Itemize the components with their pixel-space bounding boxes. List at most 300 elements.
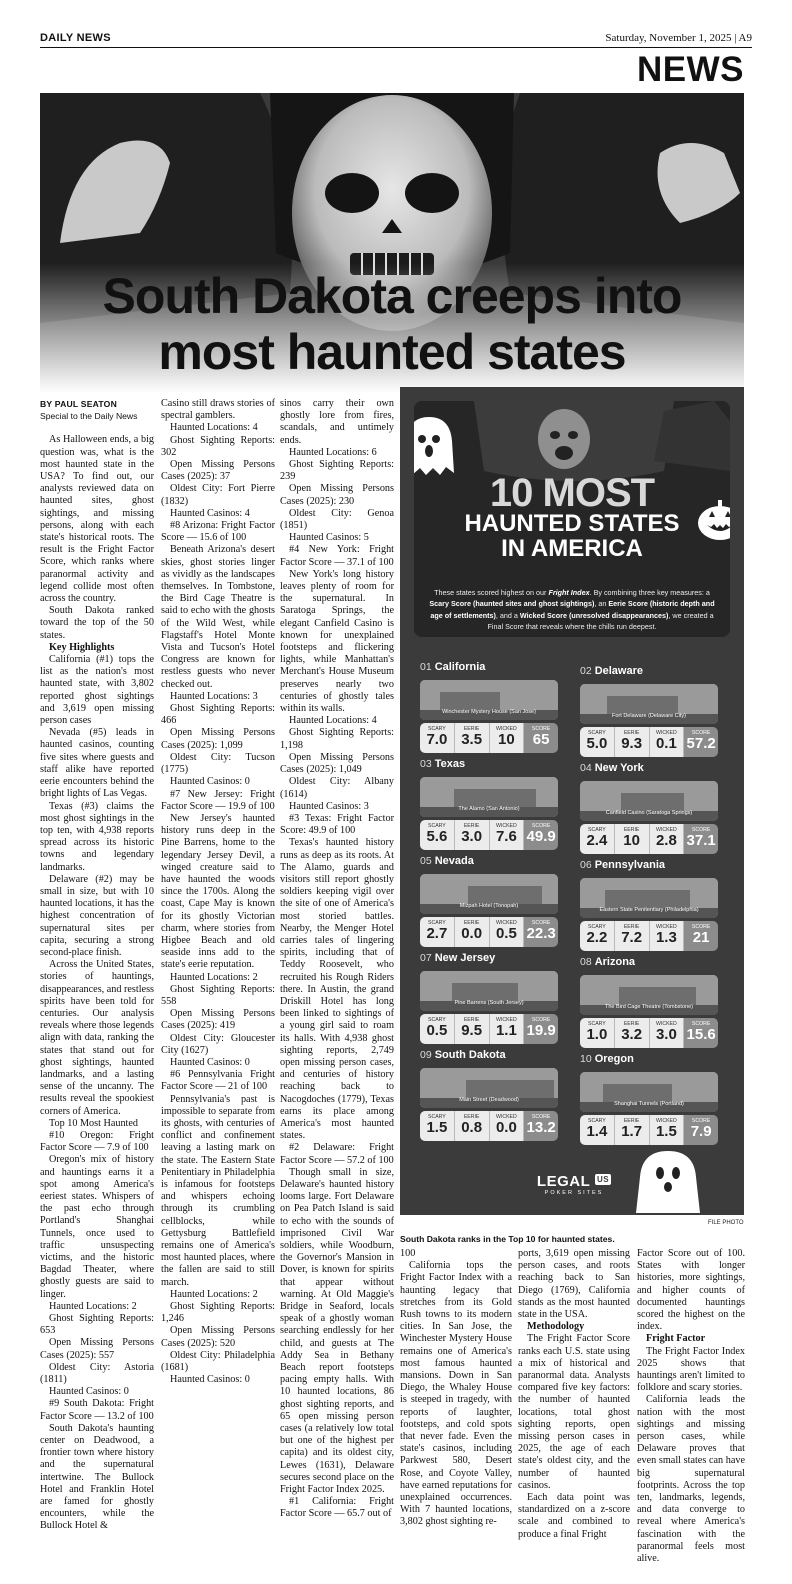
wicked-cell xyxy=(650,727,685,757)
landmark-photo xyxy=(420,874,558,914)
landmark-photo xyxy=(580,1072,718,1112)
eerie-value: 9.5 xyxy=(461,1022,483,1039)
score-value: 22.3 xyxy=(526,925,556,942)
score-value: 13.2 xyxy=(526,1119,556,1136)
desc-emphasis: Wicked Score (unresolved disappearances) xyxy=(519,610,669,620)
paragraph: New York's long history leaves plenty of room for the supernatural. In Saratoga Springs, the elegant Canfield Casino is known for unexplained footsteps and flickering lights, while Manhattan's Merchant's House Museum preserves nearly two centuries of ghostly tales within its walls. xyxy=(280,568,394,715)
score-value: 65 xyxy=(532,731,550,748)
score-label: SCORE xyxy=(531,1017,551,1023)
desc-emphasis: Eerie Score (historic depth and age of settlements) xyxy=(430,599,715,620)
photo-credit: FILE PHOTO xyxy=(708,1220,744,1226)
photo-caption: South Dakota ranks in the Top 10 for haunted states. xyxy=(400,1234,615,1244)
score-row xyxy=(420,917,558,947)
paragraph: Oldest City: Philadelphia (1681) xyxy=(161,1349,275,1374)
score-row xyxy=(420,820,558,850)
score-label: SCORE xyxy=(691,730,711,736)
eerie-cell xyxy=(615,1115,650,1145)
score-value: 57.2 xyxy=(686,735,716,752)
state-card xyxy=(420,661,570,751)
scary-value: 1.0 xyxy=(586,1026,608,1043)
paragraph: Open Missing Persons Cases (2025): 419 xyxy=(161,1008,275,1032)
state-label: South Dakota xyxy=(434,1049,506,1061)
score-cell xyxy=(684,824,718,854)
paragraph: Top 10 Most Haunted xyxy=(49,1117,138,1129)
landmark-caption: Fort Delaware (Delaware City) xyxy=(612,713,686,719)
score-value: 49.9 xyxy=(526,828,556,845)
paragraph: California tops the Fright Factor Index with a haunting legacy that stretches from its Gold Rush towns to its modern cities. In San Jose, the Winchester Mystery House remains one of America's most famous haunted mansions. Down in San Diego, the Whaley House is steeped in tragedy, with reports of laughter, footsteps, and cold spots that never fade. Even the state's casinos, including Parkwest 580, Desert Rose, and Coyote Valley, have earned reputations for unexplained occurrences. With 7 haunted locations, 3,802 ghost sighting re- xyxy=(400,1260,512,1528)
score-row xyxy=(420,1111,558,1141)
state-card xyxy=(580,956,730,1046)
state-label: Arizona xyxy=(594,956,636,968)
paragraph: Ghost Sighting Reports: 1,246 xyxy=(161,1301,275,1325)
score-label: SCORE xyxy=(691,1118,711,1124)
scary-cell xyxy=(580,1018,615,1048)
wicked-label: WICKED xyxy=(496,920,517,926)
desc-emphasis: Scary Score (haunted sites and ghost sightings) xyxy=(429,599,595,609)
paragraph: Haunted Locations: 2 xyxy=(49,1300,137,1312)
eerie-value: 1.7 xyxy=(621,1123,643,1140)
state-name xyxy=(580,1053,730,1067)
scary-label: SCARY xyxy=(587,924,606,930)
eerie-cell xyxy=(615,1018,650,1048)
wicked-value: 1.1 xyxy=(495,1022,517,1039)
state-rank: 08 xyxy=(580,956,592,968)
wicked-cell xyxy=(490,723,525,753)
paragraph: Ghost Sighting Reports: 302 xyxy=(161,434,275,458)
paragraph: Though small in size, Delaware's haunted history looms large. Fort Delaware on Pea Patch Island is said to echo with the sounds of imprisoned Civil War soldiers, while Woodburn, the Governor's Mansion in Dover, is known for spirits that appear without warning. At Old Maggie's Bridge in Seaford, locals speak of a ghostly woman searching endlessly for her child, and guests at The Addy Sea in Bethany Beach report footsteps pacing empty halls. With 10 haunted locations, 86 ghost sighting reports, and 65 open missing person cases (a relatively low total but one of the highest per capita) and its oldest city, Lewes (1631), Delaware secures second place on the Fright Factor Index 2025. xyxy=(280,1166,394,1496)
score-row xyxy=(580,727,718,757)
landmark-caption: Shanghai Tunnels (Portland) xyxy=(614,1101,684,1107)
paragraph: Haunted Casinos: 5 xyxy=(289,532,369,544)
paragraph: Haunted Casinos: 0 xyxy=(170,776,250,788)
scary-value: 5.6 xyxy=(426,828,448,845)
article-column-5 xyxy=(518,1248,630,1541)
scary-cell xyxy=(420,820,455,850)
landmark-photo xyxy=(420,971,558,1011)
paragraph: Open Missing Persons Cases (2025): 520 xyxy=(161,1325,275,1349)
paragraph: The Fright Factor Score ranks each U.S. state using a mix of historical and paranormal data. Analysts compared five key factors: the number of haunted locations, total ghost sighting reports, open missing person cases in 2025, the age of each state's oldest city, and the number of haunted casinos. xyxy=(518,1333,630,1491)
state-card xyxy=(580,859,730,949)
infographic xyxy=(400,387,744,1215)
desc-text: . By combining three key measures: a xyxy=(589,588,710,597)
article-column-6 xyxy=(637,1248,745,1565)
paragraph: Ghost Sighting Reports: 466 xyxy=(161,703,275,727)
paragraph: 100 xyxy=(400,1248,416,1259)
eerie-label: EERIE xyxy=(623,827,640,833)
eerie-label: EERIE xyxy=(463,920,480,926)
paragraph: Oldest City: Fort Pierre (1832) xyxy=(161,483,275,507)
landmark-photo xyxy=(420,680,558,720)
paragraph: South Dakota ranked toward the top of the 50 states. xyxy=(40,605,154,641)
eerie-label: EERIE xyxy=(463,726,480,732)
paragraph: Haunted Locations: 3 xyxy=(170,690,258,702)
score-label: SCORE xyxy=(691,924,711,930)
wicked-value: 3.0 xyxy=(655,1026,677,1043)
landmark-caption: The Alamo (San Antonio) xyxy=(458,806,520,812)
headline-line-1: South Dakota creeps into xyxy=(102,268,682,324)
eerie-cell xyxy=(615,824,650,854)
scary-value: 7.0 xyxy=(426,731,448,748)
paragraph: Haunted Locations: 2 xyxy=(170,971,258,983)
state-rank: 09 xyxy=(420,1049,432,1061)
paragraph: #3 Texas: Fright Factor Score: 49.9 of 100 xyxy=(280,812,394,837)
paragraph: Beneath Arizona's desert skies, ghost stories linger as vividly as the landscapes themselves. In Tombstone, the Bird Cage Theatre is said to echo with the ghosts of the Wild West, while Flagstaff's Hotel Monte Vista and Tucson's Hotel Congress are known for restless guests who never checked out. xyxy=(161,544,275,690)
wicked-cell xyxy=(650,824,685,854)
paragraph: As Halloween ends, a big question was, what is the most haunted state in the USA? To find out, our analysts reviewed data on haunted sites, ghost sightings, and missing persons, along with each state's historical roots. The result is the Fright Factor Score, which ranks where paranormal activity and legend collide most often across the country. xyxy=(40,434,154,605)
wicked-value: 2.8 xyxy=(655,832,677,849)
scary-value: 1.5 xyxy=(426,1119,448,1136)
paragraph: Open Missing Persons Cases (2025): 1,099 xyxy=(161,727,275,751)
state-name xyxy=(580,665,730,679)
eerie-cell xyxy=(455,723,490,753)
scary-cell xyxy=(580,921,615,951)
paragraph: Haunted Locations: 6 xyxy=(289,446,377,458)
score-label: SCORE xyxy=(531,1114,551,1120)
eerie-value: 0.8 xyxy=(461,1119,483,1136)
score-cell xyxy=(524,1014,558,1044)
eerie-value: 3.0 xyxy=(461,828,483,845)
score-value: 21 xyxy=(692,929,710,946)
paragraph: The Fright Factor Index 2025 shows that hauntings aren't limited to folklore and scary stories. xyxy=(637,1345,745,1394)
scary-label: SCARY xyxy=(587,730,606,736)
score-cell xyxy=(524,723,558,753)
scary-label: SCARY xyxy=(587,1021,606,1027)
state-card xyxy=(420,855,570,945)
wicked-label: WICKED xyxy=(656,827,677,833)
scary-label: SCARY xyxy=(427,1017,446,1023)
score-value: 37.1 xyxy=(686,832,716,849)
wicked-value: 0.5 xyxy=(495,925,517,942)
paragraph: Haunted Casinos: 0 xyxy=(170,1056,250,1068)
eerie-label: EERIE xyxy=(623,730,640,736)
article-column-4 xyxy=(400,1248,512,1529)
eerie-cell xyxy=(615,727,650,757)
scary-cell xyxy=(420,917,455,947)
graphic-title-bottom xyxy=(414,511,730,561)
paragraph: Open Missing Persons Cases (2025): 1,049 xyxy=(280,751,394,776)
wicked-cell xyxy=(650,1018,685,1048)
scary-label: SCARY xyxy=(427,726,446,732)
graphic-title-line-1: HAUNTED STATES xyxy=(464,510,680,537)
state-card xyxy=(420,1049,570,1139)
scary-value: 0.5 xyxy=(426,1022,448,1039)
wicked-label: WICKED xyxy=(496,1114,517,1120)
wicked-value: 1.3 xyxy=(655,929,677,946)
score-label: SCORE xyxy=(691,827,711,833)
state-rank: 07 xyxy=(420,952,432,964)
eerie-value: 3.2 xyxy=(621,1026,643,1043)
paragraph: Nevada (#5) leads in haunted casinos, counting five sites where guests and staff alike have reported eerie encounters behind the bright lights of Las Vegas. xyxy=(40,727,154,800)
state-rank: 06 xyxy=(580,859,592,871)
paragraph: Open Missing Persons Cases (2025): 557 xyxy=(40,1337,154,1361)
landmark-photo xyxy=(580,781,718,821)
graphic-description xyxy=(428,587,716,632)
paragraph: Oldest City: Tucson (1775) xyxy=(161,751,275,776)
paragraph: #6 Pennsylvania Fright Factor Score — 21 of 100 xyxy=(161,1069,275,1093)
wicked-cell xyxy=(490,1014,525,1044)
paragraph: #2 Delaware: Fright Factor Score — 57.2 of 100 xyxy=(280,1142,394,1166)
paragraph: ports, 3,619 open missing person cases, and roots reaching back to San Diego (1769), California stands as the most haunted state in the USA. xyxy=(518,1248,630,1321)
paragraph: Haunted Locations: 4 xyxy=(170,422,258,434)
paragraph: Ghost Sighting Reports: 1,198 xyxy=(280,727,394,751)
wicked-label: WICKED xyxy=(656,1021,677,1027)
eerie-cell xyxy=(455,917,490,947)
article-column-2 xyxy=(161,398,275,1386)
score-row xyxy=(580,1018,718,1048)
wicked-cell xyxy=(490,917,525,947)
score-row xyxy=(580,921,718,951)
subhead: Fright Factor xyxy=(646,1333,706,1345)
state-card xyxy=(420,758,570,848)
eerie-value: 9.3 xyxy=(621,735,643,752)
wicked-cell xyxy=(650,1115,685,1145)
brand-name: LEGAL xyxy=(536,1173,591,1190)
scary-label: SCARY xyxy=(587,827,606,833)
wicked-cell xyxy=(490,1111,525,1141)
state-card xyxy=(580,665,730,755)
paragraph: California (#1) tops the list as the nation's most haunted state, with 3,802 reported ghost sightings and 3,619 open missing person cases xyxy=(40,654,154,727)
state-label: Oregon xyxy=(594,1053,634,1065)
score-row xyxy=(420,1014,558,1044)
paragraph: Delaware (#2) may be small in size, but with 10 haunted locations, it has the highest concentration of supernatural sites per capita, securing a strong second-place finish. xyxy=(40,873,154,958)
wicked-value: 1.5 xyxy=(655,1123,677,1140)
desc-emphasis: Fright Index xyxy=(548,588,590,597)
wicked-label: WICKED xyxy=(496,1017,517,1023)
score-value: 19.9 xyxy=(526,1022,556,1039)
paragraph: #1 California: Fright Factor Score — 65.7 out of xyxy=(280,1496,394,1520)
paragraph: Factor Score out of 100. States with longer histories, more sightings, and higher counts of documented hauntings scored the highest on the index. xyxy=(637,1248,745,1333)
eerie-cell xyxy=(615,921,650,951)
eerie-label: EERIE xyxy=(463,1017,480,1023)
wicked-label: WICKED xyxy=(496,823,517,829)
wicked-value: 0.1 xyxy=(655,735,677,752)
state-label: New York xyxy=(594,762,644,774)
state-rank: 05 xyxy=(420,855,432,867)
brand-badge: US xyxy=(596,1175,610,1184)
dateline: Saturday, November 1, 2025 | A9 xyxy=(605,32,752,44)
paragraph: Oldest City: Genoa (1851) xyxy=(280,507,394,532)
state-rank: 03 xyxy=(420,758,432,770)
paragraph: Each data point was standardized on a z-score scale and combined to produce a final Fright xyxy=(518,1492,630,1540)
paragraph: New Jersey's haunted history runs deep in the Pine Barrens, home to the legendary Jersey Devil, a winged creature said to have haunted the woods since the 1700s. Along the coast, Cape May is known for its ghostly Victorian charm, where stories from Higbee Beach and old seaside inns add to the state's eerie reputation. xyxy=(161,812,275,971)
eerie-label: EERIE xyxy=(463,1114,480,1120)
subhead: Key Highlights xyxy=(49,641,115,653)
scary-cell xyxy=(580,824,615,854)
score-row xyxy=(580,824,718,854)
wicked-cell xyxy=(650,921,685,951)
paragraph: Casino still draws stories of spectral gamblers. xyxy=(161,398,275,422)
landmark-caption: Winchester Mystery House (San Jose) xyxy=(442,709,536,715)
state-card xyxy=(420,952,570,1042)
landmark-photo xyxy=(580,684,718,724)
score-cell xyxy=(684,727,718,757)
scary-value: 5.0 xyxy=(586,735,608,752)
score-label: SCORE xyxy=(531,823,551,829)
wicked-label: WICKED xyxy=(656,730,677,736)
eerie-label: EERIE xyxy=(623,1118,640,1124)
paragraph: Oldest City: Albany (1614) xyxy=(280,776,394,800)
scary-value: 2.7 xyxy=(426,925,448,942)
score-value: 7.9 xyxy=(690,1123,712,1140)
desc-text: , an xyxy=(594,599,609,609)
paragraph: #4 New York: Fright Factor Score — 37.1 of 100 xyxy=(280,544,394,568)
paragraph: #7 New Jersey: Fright Factor Score — 19.9 of 100 xyxy=(161,788,275,812)
state-rank: 10 xyxy=(580,1053,592,1065)
paragraph: #8 Arizona: Fright Factor Score — 15.6 of 100 xyxy=(161,520,275,544)
brand-tagline: POKER SITES xyxy=(544,1190,604,1196)
brand-logo xyxy=(534,1173,614,1196)
state-name xyxy=(420,661,570,675)
paper-name: DAILY NEWS xyxy=(40,32,111,44)
score-row xyxy=(420,723,558,753)
state-name xyxy=(420,758,570,772)
byline-author: BY PAUL SEATON xyxy=(40,399,117,409)
state-rank: 01 xyxy=(420,661,432,673)
state-label: Delaware xyxy=(594,665,643,677)
paragraph: Open Missing Persons Cases (2025): 230 xyxy=(280,483,394,507)
scary-label: SCARY xyxy=(427,1114,446,1120)
scary-cell xyxy=(420,723,455,753)
landmark-caption: Main Street (Deadwood) xyxy=(459,1097,519,1103)
state-card xyxy=(580,1053,730,1143)
masthead xyxy=(40,32,752,48)
paragraph: Ghost Sighting Reports: 653 xyxy=(40,1313,154,1337)
ghost-icon xyxy=(632,1147,704,1213)
score-cell xyxy=(524,917,558,947)
scary-cell xyxy=(420,1014,455,1044)
paragraph: sinos carry their own ghostly lore from fires, scandals, and untimely ends. xyxy=(280,398,394,446)
paragraph: Oldest City: Astoria (1811) xyxy=(40,1361,154,1386)
headline xyxy=(40,268,744,380)
article-column-3 xyxy=(280,398,394,1521)
landmark-caption: The Bird Cage Theatre (Tombstone) xyxy=(605,1004,693,1010)
score-cell xyxy=(684,1018,718,1048)
state-name xyxy=(420,1049,570,1063)
landmark-caption: Pine Barrens (South Jersey) xyxy=(454,1000,524,1006)
state-rank: 02 xyxy=(580,665,592,677)
state-label: New Jersey xyxy=(434,952,496,964)
paragraph: South Dakota's haunting center on Deadwood, a frontier town where history and the supernatural intertwine. The Bullock Hotel and Franklin Hotel are famed for ghostly encounters, while the Bullock Hotel & xyxy=(40,1422,154,1532)
paragraph: Texas's haunted history runs as deep as its roots. At The Alamo, guards and visitors still report ghostly soldiers keeping vigil over the site of one of America's most storied battles. Nearby, the Menger Hotel carries tales of lingering spirits, including that of Teddy Roosevelt, who recruited his Rough Riders there. In Austin, the grand Driskill Hotel has long been linked to sightings of a young girl said to roam its halls. With 4,938 ghost sighting reports, 2,749 open missing person cases, and centuries of history reaching back to Nacogdoches (1779), Texas earns its place among America's most haunted states. xyxy=(280,837,394,1142)
eerie-value: 10 xyxy=(623,832,640,849)
state-label: California xyxy=(434,661,486,673)
eerie-label: EERIE xyxy=(463,823,480,829)
paragraph: Haunted Casinos: 3 xyxy=(289,800,369,812)
desc-text: , and a xyxy=(495,610,520,620)
state-name xyxy=(580,859,730,873)
paragraph: Haunted Locations: 2 xyxy=(170,1288,258,1300)
scary-cell xyxy=(420,1111,455,1141)
wicked-label: WICKED xyxy=(656,1118,677,1124)
state-name xyxy=(420,952,570,966)
wicked-label: WICKED xyxy=(656,924,677,930)
state-name xyxy=(420,855,570,869)
desc-text: , we created a Final Score that reveals where the chills run deepest. xyxy=(487,610,714,631)
paragraph: Open Missing Persons Cases (2025): 37 xyxy=(161,459,275,483)
state-name xyxy=(580,956,730,970)
landmark-caption: Eastern State Penitentiary (Philadelphia) xyxy=(599,907,699,913)
scary-label: SCARY xyxy=(427,823,446,829)
eerie-cell xyxy=(455,820,490,850)
score-value: 15.6 xyxy=(686,1026,716,1043)
paragraph: Oregon's mix of history and hauntings earns it a spot among America's eeriest states. Whispers of the past echo through Portland's Shanghai Tunnels, once used to traffic unsuspecting victims, and the historic Bagdad Theater, where ghostly guests are said to linger. xyxy=(40,1154,154,1300)
paragraph: Ghost Sighting Reports: 558 xyxy=(161,983,275,1007)
state-label: Nevada xyxy=(434,855,474,867)
subhead: Methodology xyxy=(527,1321,585,1333)
score-row xyxy=(580,1115,718,1145)
wicked-value: 7.6 xyxy=(495,828,517,845)
section-label: NEWS xyxy=(637,50,744,89)
infographic-banner xyxy=(414,401,730,637)
graphic-title-top: 10 MOST xyxy=(489,471,655,515)
headline-line-2: most haunted states xyxy=(158,324,626,380)
paragraph: Oldest City: Gloucester City (1627) xyxy=(161,1032,275,1056)
ghost-icon xyxy=(414,413,458,479)
landmark-photo xyxy=(420,1068,558,1108)
state-rank: 04 xyxy=(580,762,592,774)
article-column-1 xyxy=(40,398,154,1533)
paragraph: Across the United States, stories of hauntings, disappearances, and restless spirits have been told for centuries. Our analysis reveals where those legends align with data, ranking the states that stand out for ghost sightings, haunted landmarks, and a lasting sense of the uncanny. The results reveal the spookiest corners of America. xyxy=(40,959,154,1117)
wicked-value: 0.0 xyxy=(495,1119,517,1136)
wicked-label: WICKED xyxy=(496,726,517,732)
score-label: SCORE xyxy=(531,920,551,926)
landmark-photo xyxy=(580,878,718,918)
paragraph: Haunted Locations: 4 xyxy=(289,715,377,727)
eerie-value: 7.2 xyxy=(621,929,643,946)
score-cell xyxy=(524,820,558,850)
paragraph: #10 Oregon: Fright Factor Score — 7.9 of 100 xyxy=(40,1129,154,1154)
paragraph: Haunted Casinos: 4 xyxy=(170,507,250,519)
state-label: Texas xyxy=(434,758,466,770)
landmark-photo xyxy=(580,975,718,1015)
paragraph: Haunted Casinos: 0 xyxy=(170,1374,250,1386)
score-cell xyxy=(684,921,718,951)
graphic-title-line-2: IN AMERICA xyxy=(501,535,643,562)
scary-cell xyxy=(580,1115,615,1145)
scary-label: SCARY xyxy=(427,920,446,926)
scary-cell xyxy=(580,727,615,757)
score-cell xyxy=(684,1115,718,1145)
wicked-cell xyxy=(490,820,525,850)
landmark-photo xyxy=(420,777,558,817)
scary-value: 2.4 xyxy=(586,832,608,849)
eerie-label: EERIE xyxy=(623,924,640,930)
score-label: SCORE xyxy=(531,726,551,732)
paragraph: Ghost Sighting Reports: 239 xyxy=(280,459,394,483)
paragraph: Pennsylvania's past is impossible to separate from its ghosts, with centuries of conflict and confinement leaving a lasting mark on the state. The Eastern State Penitentiary in Philadelphia is infamous for footsteps and whispers echoing through its crumbling cellblocks, while Gettysburg Battlefield remains one of America's most haunted places, where the fallen are said to still march. xyxy=(161,1093,275,1288)
desc-text: These states scored highest on our xyxy=(434,588,549,597)
scary-value: 2.2 xyxy=(586,929,608,946)
paragraph: Haunted Casinos: 0 xyxy=(49,1386,129,1398)
eerie-label: EERIE xyxy=(623,1021,640,1027)
landmark-caption: Canfield Casino (Saratoga Springs) xyxy=(605,810,693,816)
eerie-value: 3.5 xyxy=(461,731,483,748)
paragraph: California leads the nation with the most sightings and missing person cases, while Delaware proves that even small states can have big supernatural footprints. Across the top ten, landmarks, legends, and data converge to reveal where America's fascination with the paranormal feels most alive. xyxy=(637,1394,745,1565)
score-cell xyxy=(524,1111,558,1141)
eerie-cell xyxy=(455,1111,490,1141)
state-label: Pennsylvania xyxy=(594,859,666,871)
eerie-value: 0.0 xyxy=(461,925,483,942)
score-label: SCORE xyxy=(691,1021,711,1027)
state-name xyxy=(580,762,730,776)
paragraph: #9 South Dakota: Fright Factor Score — 13.2 of 100 xyxy=(40,1398,154,1422)
byline-affiliation: Special to the Daily News xyxy=(40,411,138,422)
scary-label: SCARY xyxy=(587,1118,606,1124)
scary-value: 1.4 xyxy=(586,1123,608,1140)
state-card xyxy=(580,762,730,852)
paragraph: Texas (#3) claims the most ghost sightings in the top ten, with 4,938 reports spread across its historic towns and legendary landmarks. xyxy=(40,800,154,873)
landmark-caption: Mizpah Hotel (Tonopah) xyxy=(459,903,519,909)
